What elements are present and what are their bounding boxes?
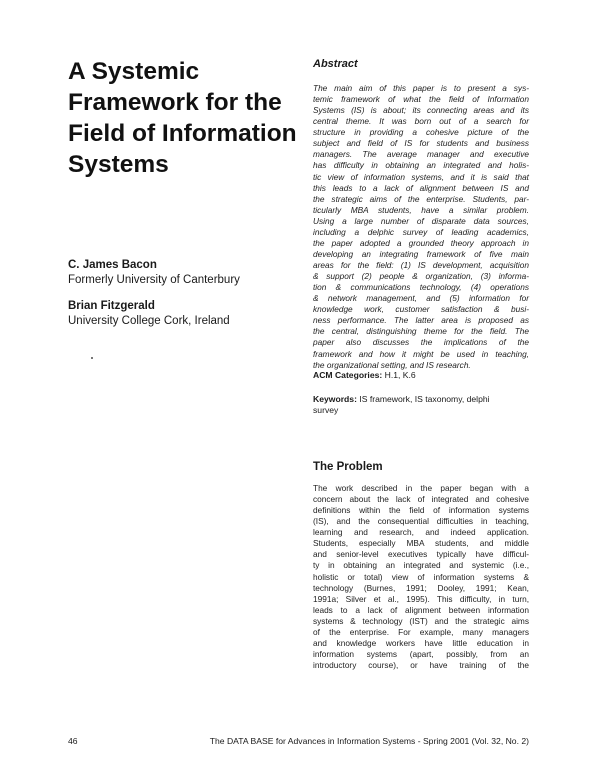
body-line: Students, especially MBA students, and middle [313,538,529,549]
keywords-label: Keywords: [313,394,357,404]
abstract-heading: Abstract [313,58,358,70]
section-heading: The Problem [313,461,383,473]
author-name: Brian Fitzgerald [68,300,155,312]
author-block [68,258,308,288]
title-line: Framework for the [68,89,282,116]
abstract-line: & support (2) people & organization, (3) informa- [313,271,529,282]
body-line: and knowledge workers have little education in [313,637,529,648]
abstract-line: central theme. It was born out of a search for [313,116,529,127]
author-name: C. James Bacon [68,259,157,271]
section-body [313,483,529,671]
abstract-line: tion & communications technology, (4) operations [313,282,529,293]
acm-value: H.1, K.6 [384,370,416,380]
body-line: concern about the lack of integrated and cohesive [313,494,529,505]
journal-footer: The DATA BASE for Advances in Information Systems - Spring 2001 (Vol. 32, No. 2) [209,736,529,746]
abstract-line: has difficulty in obtaining an integrated and holis- [313,160,529,171]
keywords [313,394,529,416]
abstract-line: tic view of information systems, and it is said that [313,171,529,182]
body-line: introductory course), or have training of the [313,660,529,670]
body-line: 1991a; Silver et al., 1995). This difficulty, in turn, [313,593,529,604]
body-line: leads to a lack of alignment between information [313,604,529,615]
body-line: technology (Burnes, 1991; Dooley, 1991; Kean, [313,582,529,593]
abstract-line: the central, distinguishing theme for the field. The [313,326,529,337]
abstract-line: including a delphic survey of leading academics, [313,226,529,237]
title-line: Field of Information [68,120,297,147]
abstract-line: the strategic aims of the enterprise. Students, par- [313,193,529,204]
abstract-line: framework and how it might be used in teaching, [313,348,529,359]
abstract-line: Systems (IS) is about; its connecting areas and its [313,105,529,116]
author-affiliation: Formerly University of Canterbury [68,274,240,286]
abstract-line: subject and field of IS for students and business [313,138,529,149]
abstract-line: ness performance. The latter area is proposed as [313,315,529,326]
body-line: learning and research, and indeed application. [313,527,529,538]
abstract-line: the organizational setting, and IS research. [313,359,471,370]
body-line: systems & technology (IST) and the strategic aims [313,615,529,626]
body-line: holistic or total) view of information systems & [313,571,529,582]
body-line: and senior-level executives typically have difficul- [313,549,529,560]
acm-categories [313,370,529,380]
abstract-line: knowledge work, customer satisfaction & busi- [313,304,529,315]
author-block [68,299,308,329]
acm-label: ACM Categories: [313,370,383,380]
body-line: The work described in the paper began with a [313,483,529,493]
abstract-line: developing an integrating framework of five main [313,248,529,259]
abstract-line: the paper adopted a grounded theory approach in [313,237,529,248]
print-speck [91,357,93,359]
body-line: definitions within the field of information systems [313,505,529,516]
abstract-line: Using a large number of disparate data sources, [313,215,529,226]
abstract-body [313,83,529,371]
keywords-value: IS framework, IS taxonomy, delphi [359,394,490,404]
body-line: ty in obtaining an integrated and systemic (i.e., [313,560,529,571]
page-number: 46 [68,736,78,746]
abstract-line: The main aim of this paper is to present a sys- [313,83,529,93]
keywords-value-cont: survey [313,405,339,415]
abstract-line: structure in providing a cohesive picture of the [313,127,529,138]
title-line: A Systemic [68,58,200,85]
abstract-line: this leads to a lack of alignment between IS and [313,182,529,193]
abstract-line: temic framework of what the field of Information [313,94,529,105]
abstract-line: managers. The average manager and executive [313,149,529,160]
paper-title [68,56,298,180]
title-line: Systems [68,151,169,178]
author-affiliation: University College Cork, Ireland [68,315,230,327]
body-line: information systems (apart, possibly, from an [313,648,529,659]
abstract-line: ticularly MBA students, have a similar problem. [313,204,529,215]
abstract-line: areas for the field: (1) IS development, acquisition [313,260,529,270]
abstract-line: & network management, and (5) information for [313,293,529,304]
body-line: of the enterprise. For example, many managers [313,626,529,637]
body-line: (IS), and the consequential difficulties in teaching, [313,516,529,527]
abstract-line: paper also discusses the implications of the [313,337,529,348]
